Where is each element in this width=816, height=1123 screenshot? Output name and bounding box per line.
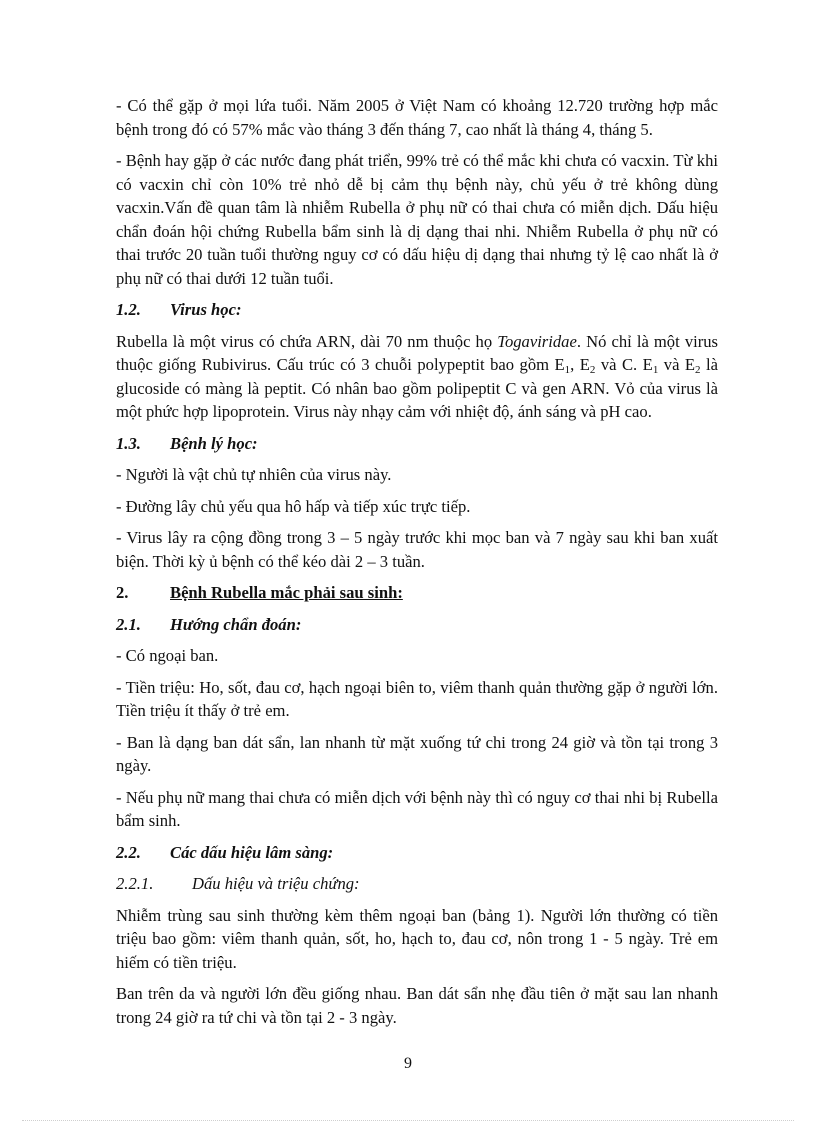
- list-item: - Nếu phụ nữ mang thai chưa có miễn dịch với bệnh này thì có nguy cơ thai nhi bị Rubella bẩm sinh.: [116, 787, 718, 830]
- heading-2-number: 2.: [116, 583, 129, 602]
- paragraph-vaccine-pregnancy: - Bệnh hay gặp ở các nước đang phát triển, 99% trẻ có thể mắc khi chưa có vacxin. Từ khi có vacxin chỉ còn 10% trẻ nhỏ dễ bị cảm thụ bệnh này, chủ yếu ở trẻ không dùng vacxin.Vấn đề quan tâm là nhiễm Rubella ở phụ nữ có thai chưa có miễn dịch. Dấu hiệu chẩn đoán hội chứng Rubella bẩm sinh là dị dạng thai nhi. Nhiễm Rubella ở phụ nữ có thai trước 20 tuần tuổi thường nguy cơ có dấu hiệu dị dạng thai nhưng tỷ lệ cao nhất là ở phụ nữ có thai dưới 12 tuần tuổi.: [116, 151, 718, 288]
- document-page: [116, 94, 718, 1037]
- heading-2-2-title: Các dấu hiệu lâm sàng:: [170, 842, 334, 862]
- heading-1-3: [116, 432, 718, 456]
- paragraph-age-statistics: - Có thể gặp ở mọi lứa tuổi. Năm 2005 ở Việt Nam có khoảng 12.720 trường hợp mắc bệnh trong đó có 57% mắc vào tháng 3 đến tháng 7, cao nhất là tháng 4, tháng 5.: [116, 96, 718, 139]
- list-item: - Đường lây chủ yếu qua hô hấp và tiếp xúc trực tiếp.: [116, 496, 471, 516]
- heading-2-1-title: Hướng chẩn đoán:: [170, 614, 302, 634]
- paragraph-virology: Rubella là một virus có chứa ARN, dài 70 nm thuộc họ Togaviridae. Nó chỉ là một virus thuộc giống Rubivirus. Cấu trúc có 3 chuỗi polypeptit bao gồm $E_1$, $E_2$ và C. $E_1$ và $E_2$ là glucoside có màng là peptit. Có nhân bao gồm polipeptit C và gen ARN. Vỏ của virus là một phức hợp lipoprotein. Virus này nhạy cảm với nhiệt độ, ánh sáng và pH cao.: [116, 331, 719, 421]
- heading-1-3-number: 1.3.: [116, 433, 141, 453]
- heading-2-title: Bệnh Rubella mắc phải sau sinh:: [170, 583, 403, 602]
- heading-2-2-1-number: 2.2.1.: [116, 874, 154, 893]
- heading-2: [116, 581, 718, 605]
- heading-1-2: [116, 298, 718, 322]
- list-item: - Tiền triệu: Ho, sốt, đau cơ, hạch ngoại biên to, viêm thanh quản thường gặp ở người lớn. Tiền triệu ít thấy ở trẻ em.: [116, 677, 718, 720]
- heading-2-2-1: [116, 872, 718, 896]
- heading-2-2-1-title: Dấu hiệu và triệu chứng:: [192, 874, 360, 893]
- page-bottom-divider: [22, 1120, 794, 1121]
- list-item: - Ban là dạng ban dát sẩn, lan nhanh từ mặt xuống tứ chi trong 24 giờ và tồn tại trong 3 ngày.: [116, 732, 718, 775]
- paragraph-signs-symptoms: Nhiễm trùng sau sinh thường kèm thêm ngoại ban (bảng 1). Người lớn thường có tiền triệu bao gồm: viêm thanh quản, sốt, ho, hạch to, đau cơ, nôn trong 1 - 5 ngày. Trẻ em hiếm có tiền triệu.: [116, 905, 718, 972]
- list-item: - Có ngoại ban.: [116, 646, 219, 665]
- heading-2-1: [116, 613, 718, 637]
- heading-2-2: [116, 841, 718, 865]
- heading-2-1-number: 2.1.: [116, 614, 141, 634]
- heading-1-2-number: 1.2.: [116, 300, 141, 319]
- list-item: - Người là vật chủ tự nhiên của virus này.: [116, 465, 392, 484]
- page-number: 9: [404, 1055, 412, 1072]
- paragraph-rash-description: Ban trên da và người lớn đều giống nhau. Ban dát sẩn nhẹ đầu tiên ở mặt sau lan nhanh trong 24 giờ ra tứ chi và tồn tại 2 - 3 ngày.: [116, 984, 718, 1027]
- list-item: - Virus lây ra cộng đồng trong 3 – 5 ngày trước khi mọc ban và 7 ngày sau khi ban xuất biện. Thời kỳ ủ bệnh có thể kéo dài 2 – 3 tuần.: [116, 528, 718, 571]
- heading-2-2-number: 2.2.: [116, 842, 141, 862]
- heading-1-3-title: Bệnh lý học:: [170, 433, 258, 453]
- heading-1-2-title: Virus học:: [170, 300, 242, 319]
- italic-family-name: Togaviridae: [497, 331, 577, 351]
